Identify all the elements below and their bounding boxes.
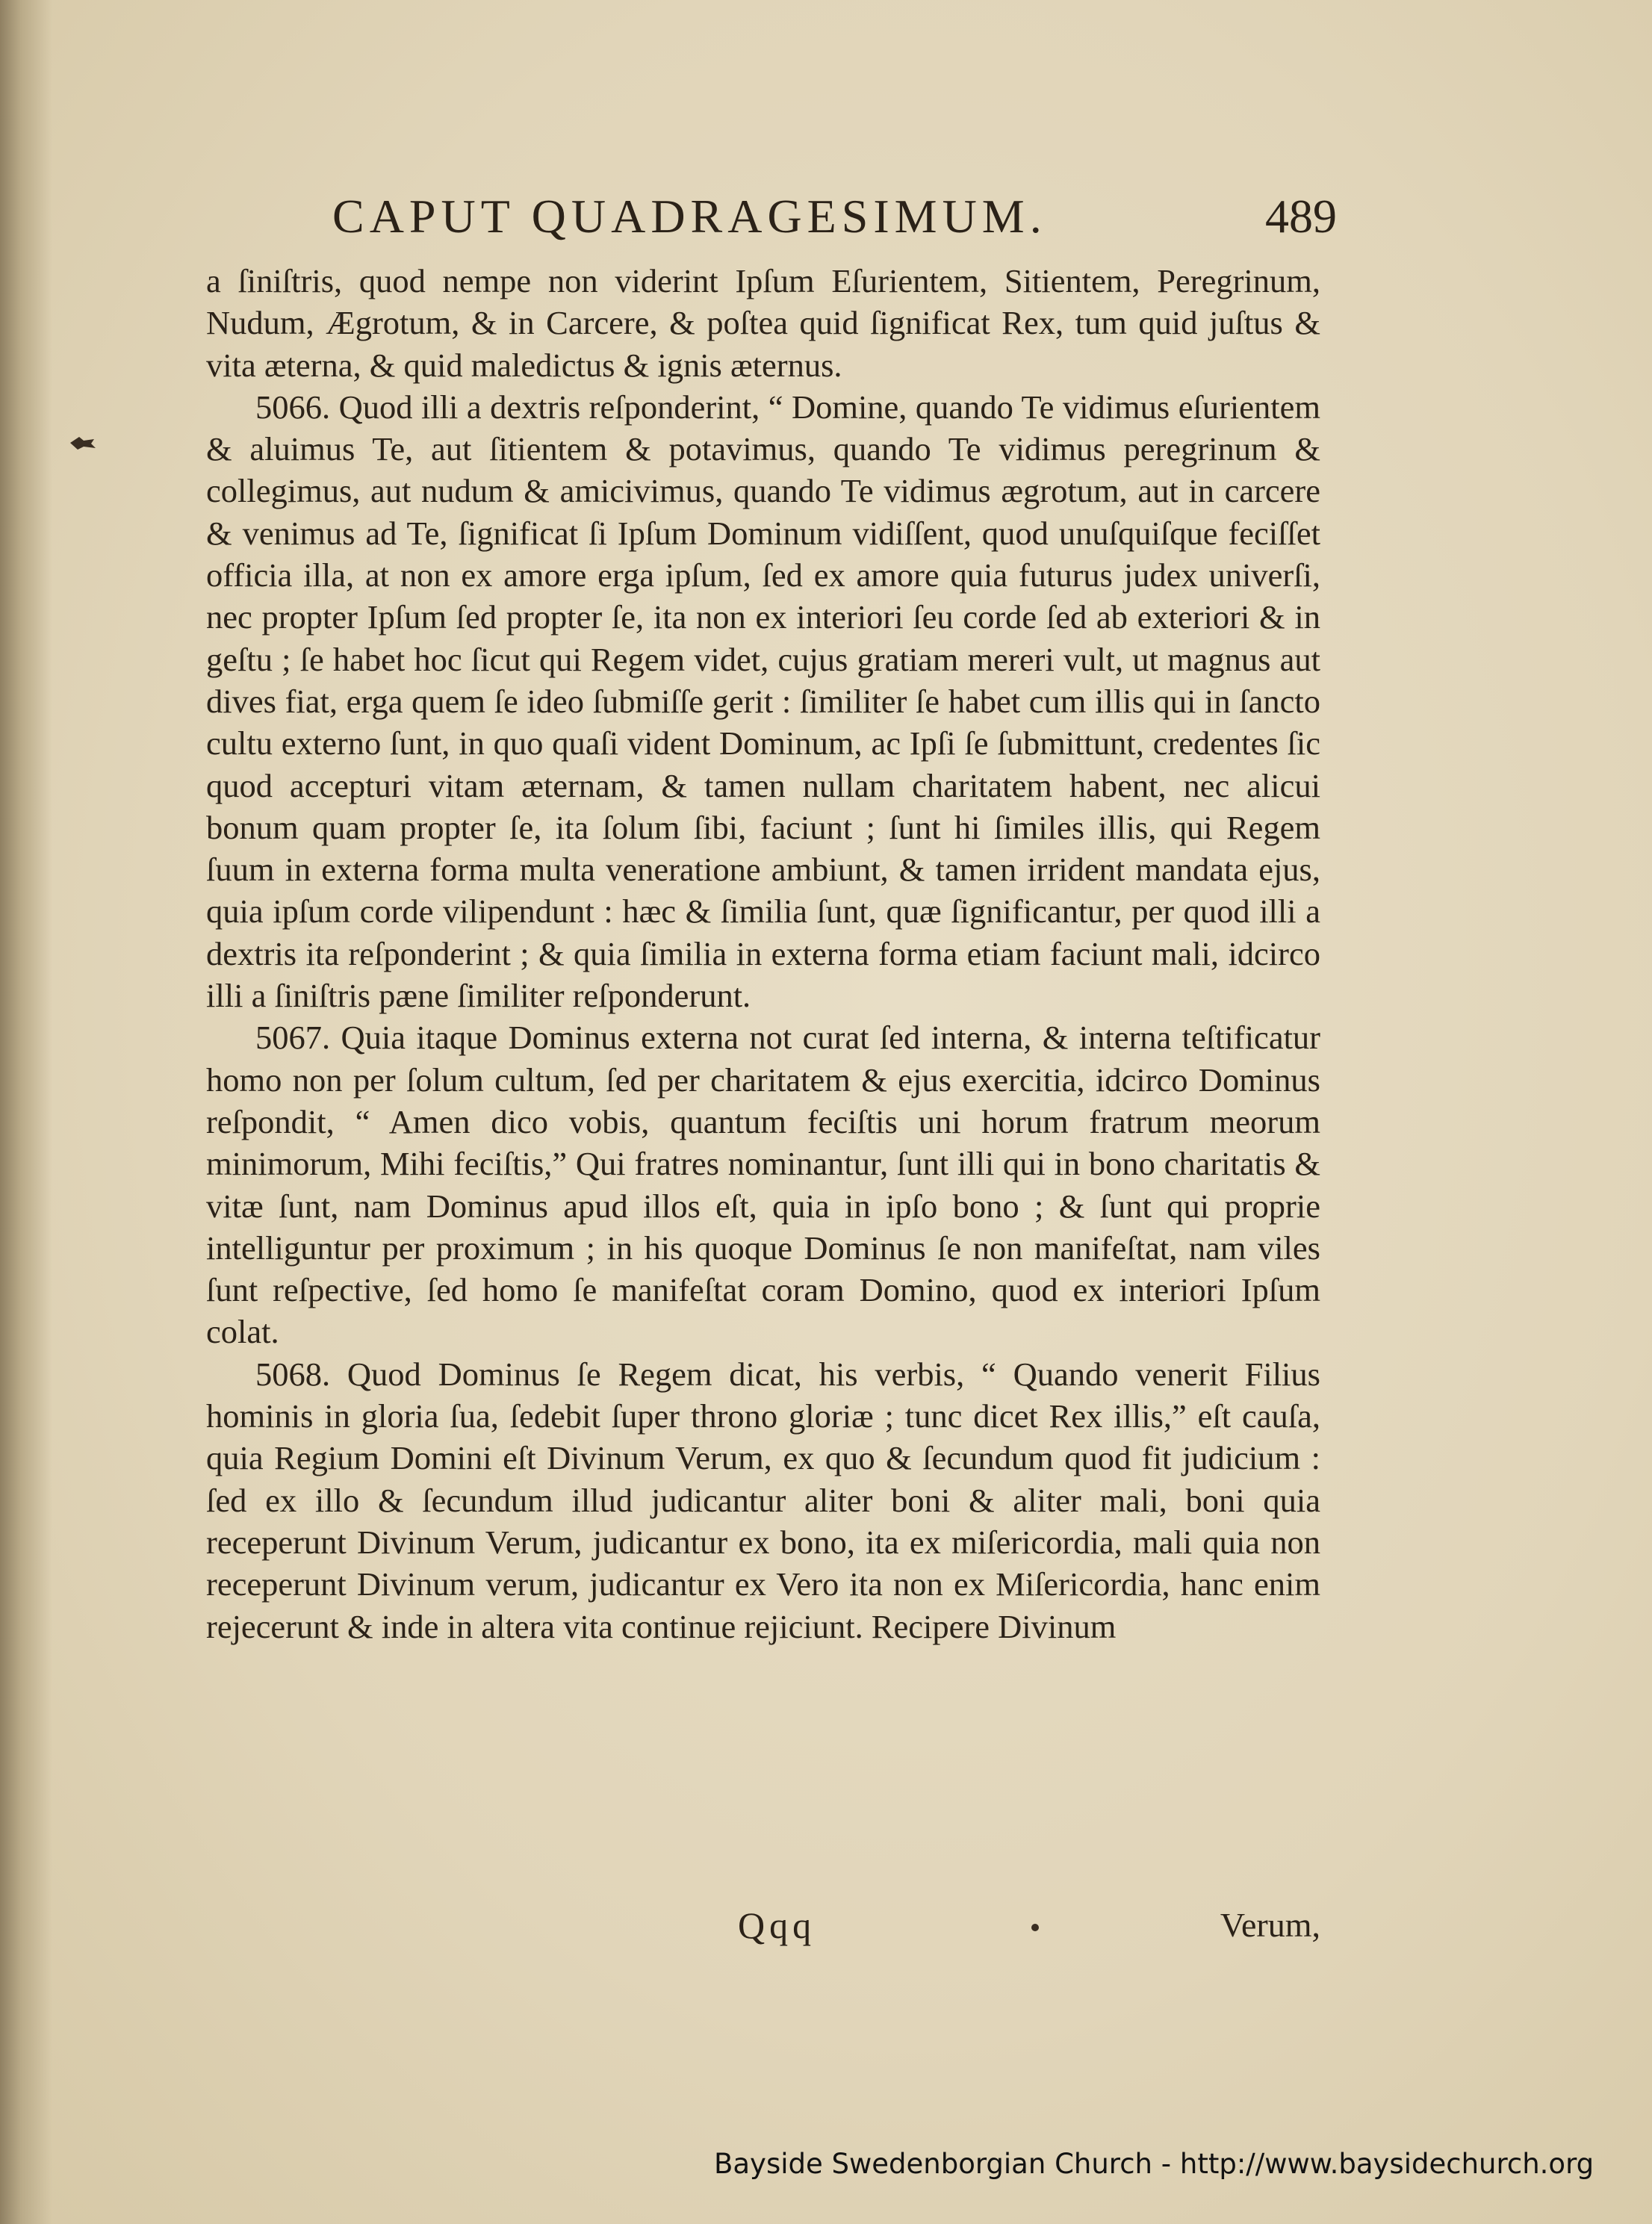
paragraph-5066: 5066. Quod illi a dextris reſponderint, “ Domine, quando Te vidimus eſurientem & aluimus Te, aut ſitientem & potavimus, quando Te vidimus peregrinum & collegimus, aut nudum & amicivimus, quando Te vidimus ægrotum, aut in carcere & venimus ad Te, ſignificat ſi Ipſum Dominum vidiſſent, quod unuſquiſque feciſſet officia illa, at non ex amore erga ipſum, ſed ex amore quia futurus judex univerſi, nec propter Ipſum ſed propter ſe, ita non ex interiori ſeu corde ſed ab exteriori & in geſtu ; ſe habet hoc ſicut qui Regem videt, cujus gratiam mereri vult, ut magnus aut dives fiat, erga quem ſe ideo ſubmiſſe gerit : ſimiliter ſe habet cum illis qui in ſancto cultu externo ſunt, in quo quaſi vident Dominum, ac Ipſi ſe ſubmittunt, credentes ſic quod accepturi vitam æternam, & tamen nullam charitatem habent, nec alicui bonum quam propter ſe, ita ſolum ſibi, faciunt ; ſunt hi ſimiles illis, qui Regem ſuum in externa forma multa veneratione ambiunt, & tamen irrident mandata ejus, quia ipſum corde vilipendunt : hæc & ſimilia ſunt, quæ ſignificantur, per quod illi a dextris ita reſponderint ; & quia ſimilia in externa forma etiam faciunt mali, idcirco illi a ſiniſtris pæne ſimiliter reſponderunt. <box>206 388 1320 1015</box>
paragraph-5067: 5067. Quia itaque Dominus externa not curat ſed interna, & interna teſtificatur homo non per ſolum cultum, ſed per charitatem & ejus exercitia, idcirco Dominus reſpondit, “ Amen dico vobis, quantum feciſtis uni horum fratrum meorum minimorum, Mihi feciſtis,” Qui fratres nominantur, ſunt illi qui in bono charitatis & vitæ ſunt, nam Dominus apud illos eſt, quia in ipſo bono ; & ſunt qui proprie intelliguntur per proximum ; in his quoque Dominus ſe non manifeſtat, nam viles ſunt reſpective, ſed homo ſe manifeſtat coram Domino, quod ex interiori Ipſum colat. <box>206 1019 1320 1351</box>
body-text <box>206 260 1320 1647</box>
catchline <box>206 1903 1320 1948</box>
watermark-credit: Bayside Swedenborgian Church - http://www.baysidechurch.org <box>714 2148 1594 2180</box>
dot-mark <box>1031 1924 1039 1931</box>
page-number: 489 <box>1265 190 1337 243</box>
catchword: Verum, <box>1220 1906 1320 1944</box>
spine-shadow <box>0 0 52 2224</box>
chapter-title: CAPUT QUADRAGESIMUM. <box>332 190 1047 243</box>
paragraph-continuation: a ſiniſtris, quod nempe non viderint Ipſum Eſurientem, Sitientem, Peregrinum, Nudum, Ægrotum, & in Carcere, & poſtea quid ſignificat Rex, tum quid juſtus & vita æterna, & quid maledictus & ignis æternus. <box>206 262 1320 384</box>
running-head <box>202 187 1337 246</box>
signature-mark: Qqq <box>738 1904 816 1946</box>
paragraph-5068: 5068. Quod Dominus ſe Regem dicat, his verbis, “ Quando venerit Filius hominis in gloria ſua, ſedebit ſuper throno gloriæ ; tunc dicet Rex illis,” eſt cauſa, quia Regium Domini eſt Divinum Verum, ex quo & ſecundum quod fit judicium : ſed ex illo & ſecundum illud judicantur aliter boni & aliter mali, boni quia receperunt Divinum Verum, judicantur ex bono, ita ex miſericordia, mali quia non receperunt Divinum verum, judicantur ex Vero ita non ex Miſericordia, hanc enim rejecerunt & inde in altera vita continue rejiciunt. Recipere Divinum <box>206 1355 1320 1645</box>
pointing-hand-icon <box>69 435 97 451</box>
